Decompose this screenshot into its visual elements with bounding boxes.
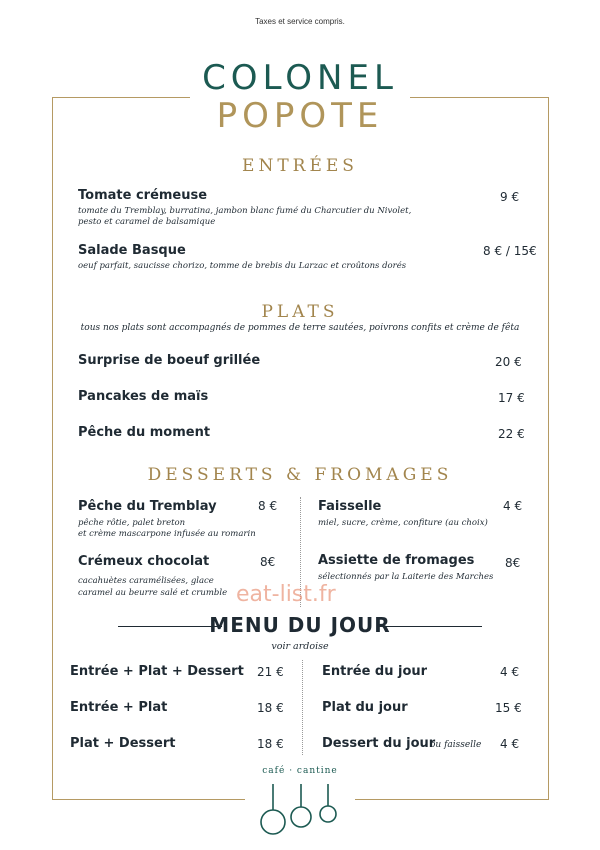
section-menu-du-jour-title: MENU DU JOUR [209, 613, 391, 637]
formule-price: 18 € [257, 737, 284, 751]
plat-name: Pêche du moment [78, 425, 211, 440]
restaurant-name-line1: COLONEL [202, 58, 398, 98]
dessert-description: caramel au beurre salé et crumble [78, 588, 228, 598]
formule-price: 18 € [257, 701, 284, 715]
dessert-description: cacahuètes caramélisées, glace [78, 576, 214, 586]
dessert-name: Assiette de fromages [318, 553, 475, 568]
formule-name: Entrée + Plat [70, 700, 168, 715]
plat-du-jour-price: 4 € [500, 737, 520, 751]
dessert-description: pêche rôtie, palet breton [78, 518, 186, 528]
section-plats-title: PLATS [261, 302, 339, 322]
dessert-name: Faisselle [318, 499, 382, 514]
entree-description: tomate du Tremblay, burratina, jambon blanc fumé du Charcutier du Nivolet, [78, 206, 412, 216]
plat-du-jour-name: Plat du jour [322, 700, 408, 715]
formule-name: Entrée + Plat + Dessert [70, 664, 244, 679]
menu-du-jour-subtitle: voir ardoise [271, 641, 329, 652]
dessert-price: 8 € [258, 499, 278, 513]
entree-description: pesto et caramel de balsamique [78, 217, 216, 227]
plat-name: Pancakes de maïs [78, 389, 209, 404]
plat-name: Surprise de boeuf grillée [78, 353, 261, 368]
formule-name: Plat + Dessert [70, 736, 176, 751]
plat-price: 20 € [495, 355, 522, 369]
menu-column-divider [302, 660, 303, 755]
dessert-description: miel, sucre, crème, confiture (au choix) [318, 518, 488, 528]
pans-logo-icon [256, 780, 346, 838]
restaurant-name-line2: POPOTE [216, 96, 384, 136]
dessert-price: 4 € [503, 499, 523, 513]
entree-price: 9 € [500, 190, 520, 204]
entree-name: Salade Basque [78, 243, 186, 258]
plat-du-jour-name: Entrée du jour [322, 664, 428, 679]
plat-du-jour-name: Dessert du jour [322, 736, 436, 751]
section-desserts-title: DESSERTS & FROMAGES [147, 465, 453, 485]
plat-price: 22 € [498, 427, 525, 441]
section-entrees-title: ENTRÉES [242, 156, 358, 176]
entree-name: Tomate crémeuse [78, 188, 208, 203]
dessert-price: 8€ [505, 556, 521, 570]
plats-subtitle: tous nos plats sont accompagnés de pommes de terre sautées, poivrons confits et crème de fêta [80, 323, 520, 333]
dessert-name: Crémeux chocolat [78, 554, 210, 569]
plat-price: 17 € [498, 391, 525, 405]
plat-du-jour-price: 15 € [495, 701, 522, 715]
dessert-description: et crème mascarpone infusée au romarin [78, 529, 256, 539]
entree-price: 8 € / 15€ [483, 244, 537, 258]
dessert-description: sélectionnés par la Laiterie des Marches [318, 572, 494, 582]
footer-tagline: café · cantine [262, 766, 338, 776]
entree-description: oeuf parfait, saucisse chorizo, tomme de brebis du Larzac et croûtons dorés [78, 261, 407, 271]
site-watermark: eat-list.fr [236, 582, 336, 607]
dessert-price: 8€ [260, 555, 276, 569]
plat-du-jour-price: 4 € [500, 665, 520, 679]
plat-du-jour-suffix: ou faisselle [430, 740, 482, 750]
formule-price: 21 € [257, 665, 284, 679]
dessert-name: Pêche du Tremblay [78, 499, 217, 514]
tax-note: Taxes et service compris. [255, 17, 345, 26]
